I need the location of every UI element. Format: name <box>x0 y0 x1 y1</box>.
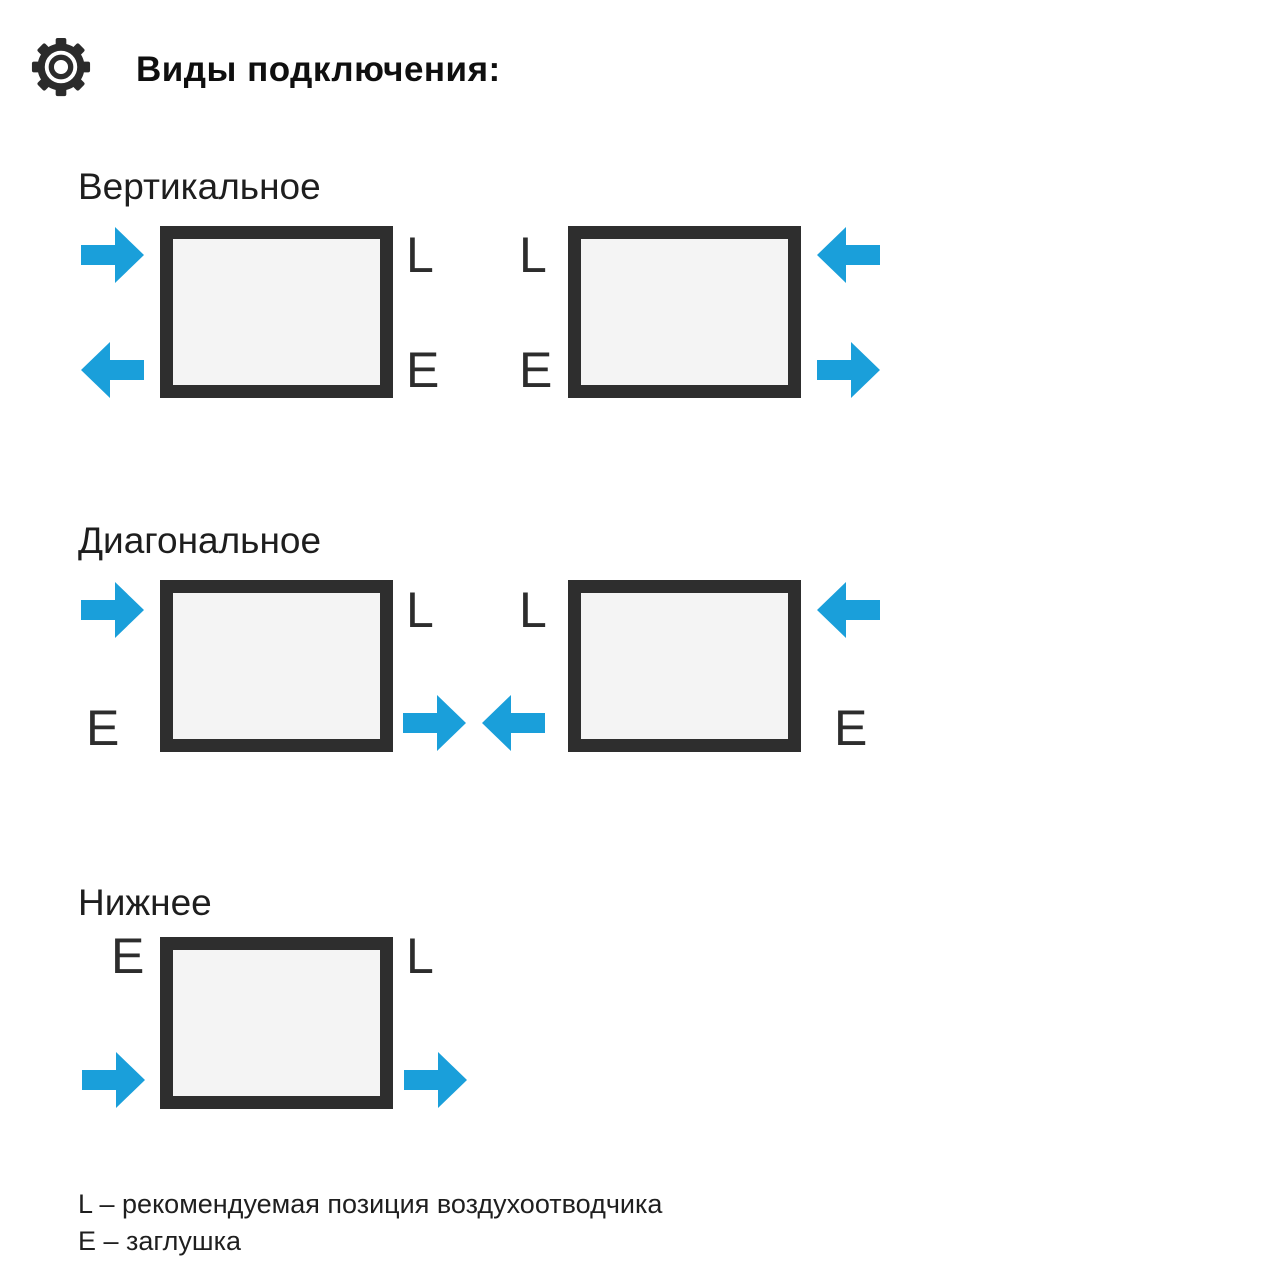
plug-label: E <box>834 700 868 756</box>
radiator-body <box>160 937 393 1109</box>
flow-out-arrow-icon <box>403 695 466 751</box>
page-title: Виды подключения: <box>136 50 501 89</box>
plug-label: E <box>519 342 553 398</box>
plug-label: E <box>406 342 440 398</box>
air-vent-label: L <box>406 928 434 984</box>
legend-line-vent: L – рекомендуемая позиция воздухоотводчика <box>78 1189 663 1219</box>
section-title-bottom: Нижнее <box>78 882 212 923</box>
radiator-body <box>160 580 393 752</box>
flow-out-arrow-icon <box>817 342 880 398</box>
plug-label: E <box>86 700 120 756</box>
radiator-body <box>568 580 801 752</box>
radiator-body <box>160 226 393 398</box>
flow-out-arrow-icon <box>482 695 545 751</box>
gear-icon <box>30 36 92 98</box>
radiator-body <box>568 226 801 398</box>
flow-in-arrow-icon <box>81 582 144 638</box>
air-vent-label: L <box>519 227 547 283</box>
section-title-diagonal: Диагональное <box>78 520 322 561</box>
flow-in-arrow-icon <box>82 1052 145 1108</box>
plug-label: E <box>111 928 145 984</box>
legend-line-plug: E – заглушка <box>78 1226 242 1256</box>
flow-in-arrow-icon <box>81 227 144 283</box>
legend <box>78 1186 662 1260</box>
air-vent-label: L <box>519 582 547 638</box>
flow-out-arrow-icon <box>404 1052 467 1108</box>
flow-in-arrow-icon <box>817 582 880 638</box>
air-vent-label: L <box>406 582 434 638</box>
section-title-vertical: Вертикальное <box>78 166 321 207</box>
air-vent-label: L <box>406 227 434 283</box>
flow-in-arrow-icon <box>817 227 880 283</box>
flow-out-arrow-icon <box>81 342 144 398</box>
